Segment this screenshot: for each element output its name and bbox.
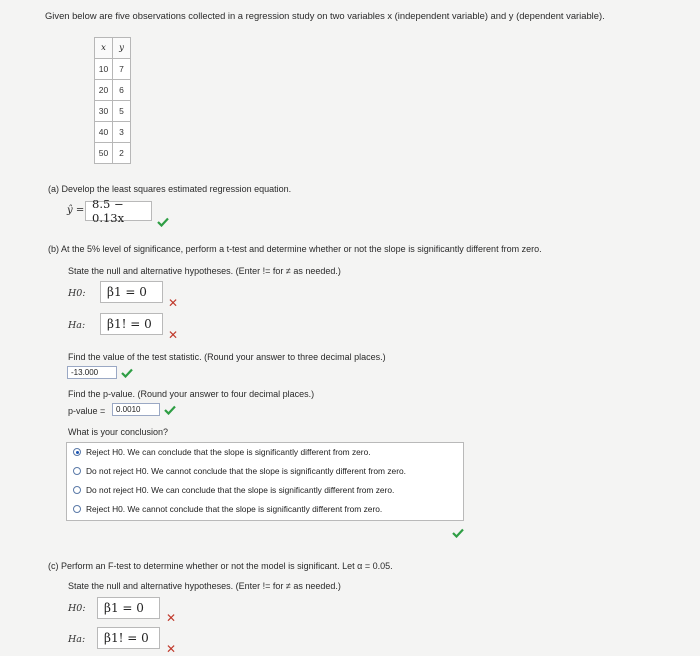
table-header-y: y	[113, 38, 131, 59]
table-cell-x: 10	[95, 59, 113, 80]
table-cell-y: 5	[113, 101, 131, 122]
regression-equation-field[interactable]: 8.5 − 0.13x	[85, 201, 152, 221]
part-c-hypotheses-prompt: State the null and alternative hypotheses. (Enter != for ≠ as needed.)	[68, 581, 341, 591]
correct-check-icon	[121, 368, 133, 378]
incorrect-x-icon: ✕	[168, 328, 179, 342]
table-row	[95, 59, 131, 80]
conclusion-options	[66, 442, 464, 521]
correct-check-icon	[164, 405, 176, 415]
incorrect-x-icon: ✕	[168, 296, 179, 310]
table-cell-y: 6	[113, 80, 131, 101]
radio-selected[interactable]	[73, 448, 81, 456]
h0-label: H0:	[68, 288, 86, 299]
conclusion-option[interactable]	[73, 504, 382, 514]
ha-label: Ha:	[68, 320, 86, 331]
table-header-row	[95, 38, 131, 59]
conclusion-option[interactable]	[73, 485, 394, 495]
part-b-label: (b) At the 5% level of significance, perform a t-test and determine whether or not the slope is significantly different from zero.	[48, 244, 542, 254]
p-value-label: p-value =	[68, 406, 106, 416]
h0-label: H0:	[68, 603, 86, 614]
option-label: Do not reject H0. We cannot conclude that the slope is significantly different from zero.	[86, 466, 406, 476]
option-label: Reject H0. We can conclude that the slope is significantly different from zero.	[86, 447, 371, 457]
radio-unselected[interactable]	[73, 467, 81, 475]
correct-check-icon	[452, 528, 464, 538]
part-c-label: (c) Perform an F-test to determine whether or not the model is significant. Let α = 0.05.	[48, 561, 393, 571]
part-a-label: (a) Develop the least squares estimated regression equation.	[48, 184, 292, 194]
correct-check-icon	[157, 217, 169, 227]
table-row	[95, 122, 131, 143]
test-statistic-prompt: Find the value of the test statistic. (Round your answer to three decimal places.)	[68, 352, 386, 362]
table-row	[95, 80, 131, 101]
yhat-label: ŷ =	[67, 205, 85, 216]
observation-table	[94, 37, 131, 164]
table-row	[95, 143, 131, 164]
table-header-x: x	[95, 38, 113, 59]
table-cell-y: 3	[113, 122, 131, 143]
incorrect-x-icon: ✕	[166, 611, 177, 625]
intro-text: Given below are five observations collected in a regression study on two variables x (independent variable) and y (dependent variable).	[45, 10, 605, 21]
option-label: Do not reject H0. We can conclude that the slope is significantly different from zero.	[86, 485, 395, 495]
p-value-field[interactable]: 0.0010	[112, 403, 160, 416]
test-statistic-field[interactable]: -13.000	[67, 366, 117, 379]
h0-field[interactable]: β1 = 0	[100, 281, 163, 303]
conclusion-option[interactable]	[73, 447, 371, 457]
table-row	[95, 101, 131, 122]
part-b-hypotheses-prompt: State the null and alternative hypotheses. (Enter != for ≠ as needed.)	[68, 266, 341, 276]
incorrect-x-icon: ✕	[166, 642, 177, 656]
h0-field[interactable]: β1 = 0	[97, 597, 160, 619]
table-cell-y: 2	[113, 143, 131, 164]
ha-field[interactable]: β1! = 0	[97, 627, 160, 649]
conclusion-prompt: What is your conclusion?	[68, 427, 169, 437]
table-cell-x: 50	[95, 143, 113, 164]
ha-field[interactable]: β1! = 0	[100, 313, 163, 335]
p-value-prompt: Find the p-value. (Round your answer to four decimal places.)	[68, 389, 315, 399]
ha-label: Ha:	[68, 634, 86, 645]
table-cell-x: 20	[95, 80, 113, 101]
conclusion-option[interactable]	[73, 466, 406, 476]
radio-unselected[interactable]	[73, 486, 81, 494]
table-cell-x: 30	[95, 101, 113, 122]
table-cell-x: 40	[95, 122, 113, 143]
option-label: Reject H0. We cannot conclude that the slope is significantly different from zero.	[86, 504, 383, 514]
radio-unselected[interactable]	[73, 505, 81, 513]
table-cell-y: 7	[113, 59, 131, 80]
